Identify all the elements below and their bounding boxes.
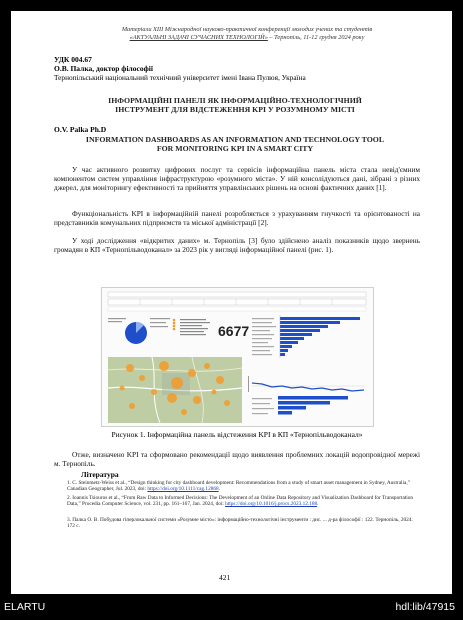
reference-2-link[interactable]: https://doi.org/10.1016/j.procs.2023.12.188 bbox=[225, 501, 318, 508]
reference-3-text: 3. Палка О. В. Побудова гіперлокальної системи «Розумне місто»: інформаційно-технологічні інструменти : дис. ... д-ра філософії : 122. Тернопіль, 2024. 172 с. bbox=[67, 517, 413, 530]
center-list bbox=[180, 319, 210, 335]
title-en-line2: FOR MONITORING KPI IN A SMART CITY bbox=[156, 144, 314, 153]
paragraph-3 bbox=[54, 237, 420, 255]
bar-chart bbox=[252, 315, 360, 358]
conclusion-paragraph bbox=[54, 451, 420, 469]
figure-caption: Рисунок 1. Інформаційна панель відстеження KPI в КП «Тернопільводоканал» bbox=[111, 430, 363, 439]
donut-chart bbox=[125, 322, 147, 344]
footer-repository-name: ELARTU bbox=[4, 601, 46, 613]
line-chart bbox=[248, 376, 364, 392]
author-ua: О.В. Палка, доктор філософії bbox=[54, 64, 153, 73]
bottom-bar-chart bbox=[252, 396, 348, 415]
conference-header-line1: Матеріали XIII Міжнародної науково-практичної конференції молодих учених та студентів bbox=[121, 26, 373, 33]
affiliation: Тернопільський національний технічний університет імені Івана Пулюя, Україна bbox=[54, 73, 306, 82]
reference-2 bbox=[67, 495, 419, 508]
reference-1 bbox=[67, 480, 419, 493]
title-en-line1: INFORMATION DASHBOARDS AS AN INFORMATION AND TECHNOLOGY TOOL bbox=[85, 135, 385, 144]
conference-header-line2 bbox=[67, 34, 427, 42]
conference-date: – Тернопіль, 11-12 грудня 2024 року bbox=[267, 34, 365, 41]
author-en: O.V. Palka Ph.D bbox=[54, 125, 107, 134]
filter-bar bbox=[108, 292, 366, 311]
title-ua-line1: ІНФОРМАЦІЙНІ ПАНЕЛІ ЯК ІНФОРМАЦІЙНО-ТЕХНОЛОГІЧНИЙ bbox=[108, 96, 362, 105]
footer-handle[interactable]: hdl:lib/47915 bbox=[395, 601, 455, 613]
paragraph-2 bbox=[54, 210, 420, 228]
reference-2-text: 2. Ioannis Tsiouros et al., “From Raw Data to Informed Decisions: The Development of an Online Data Repository and Visualization Dashboard for Transportation Data,” Procedia Computer Science, vol. 231, pp. 161–167, Jan. 2024, doi: bbox=[67, 495, 414, 508]
references-title: Література bbox=[81, 470, 119, 479]
reference-2-tail: . bbox=[317, 501, 319, 508]
page-number: 421 bbox=[219, 573, 231, 582]
reference-1-tail: . bbox=[218, 486, 220, 493]
orange-dots bbox=[173, 319, 176, 331]
conference-name: «АКТУАЛЬНІ ЗАДАЧІ СУЧАСНИХ ТЕХНОЛОГІЙ» bbox=[129, 34, 268, 41]
city-map bbox=[108, 357, 242, 423]
title-ua-line2: ІНСТРУМЕНТ ДЛЯ ВІДСТЕЖЕННЯ KPI У РОЗУМНОМУ МІСТІ bbox=[115, 105, 355, 114]
reference-1-link[interactable]: https://doi.org/10.1111/cag.12868 bbox=[147, 486, 219, 493]
kpi-value: 6677 bbox=[218, 323, 250, 339]
paragraph-1 bbox=[54, 166, 420, 192]
document-page bbox=[11, 11, 452, 594]
conclusion-text: Отже, визначено KPI та сформовано рекомендації щодо виявлення проблемних локацій водопровідної мережі м. Тернопіль. bbox=[54, 450, 420, 468]
paragraph-2-text: Функціональність KPI в інформаційній панелі розробляється з урахуванням гнучкості та орієнтованості на представників комунальних підприємств та міської адміністрації [2]. bbox=[54, 209, 420, 227]
udk-code: УДК 004.67 bbox=[54, 55, 92, 64]
reference-1-text: 1. C. Steinmetz-Weiss et al., “Design thinking for city dashboard development: Recommendations from a study of smart asset management in Sydney, Australia,” Canadian Geographer, Jul. 2023, doi: bbox=[67, 480, 411, 493]
kpi-dashboard-figure bbox=[101, 287, 374, 427]
dashboard-graphic bbox=[102, 288, 373, 426]
paragraph-3-text: У ході дослідження «відкритих даних» м. Тернопіль [3] було здійснено аналіз показників щодо звернень громадян в КП «Тернопільводоканал» за 2023 рік у вигляді інформаційної панелі (рис. 1). bbox=[54, 236, 420, 254]
reference-3 bbox=[67, 517, 419, 530]
paragraph-1-text: У час активного розвитку цифрових послуг та сервісів інформаційна панель міста стала невід'ємним компонентом систем управління інфраструктурою «розумного міста». У ній консолідуються дані, зібрані з різних джерел, для моніторингу ефективності та прийняття управлінських рішень на основі фактичних даних [1]. bbox=[54, 165, 420, 192]
